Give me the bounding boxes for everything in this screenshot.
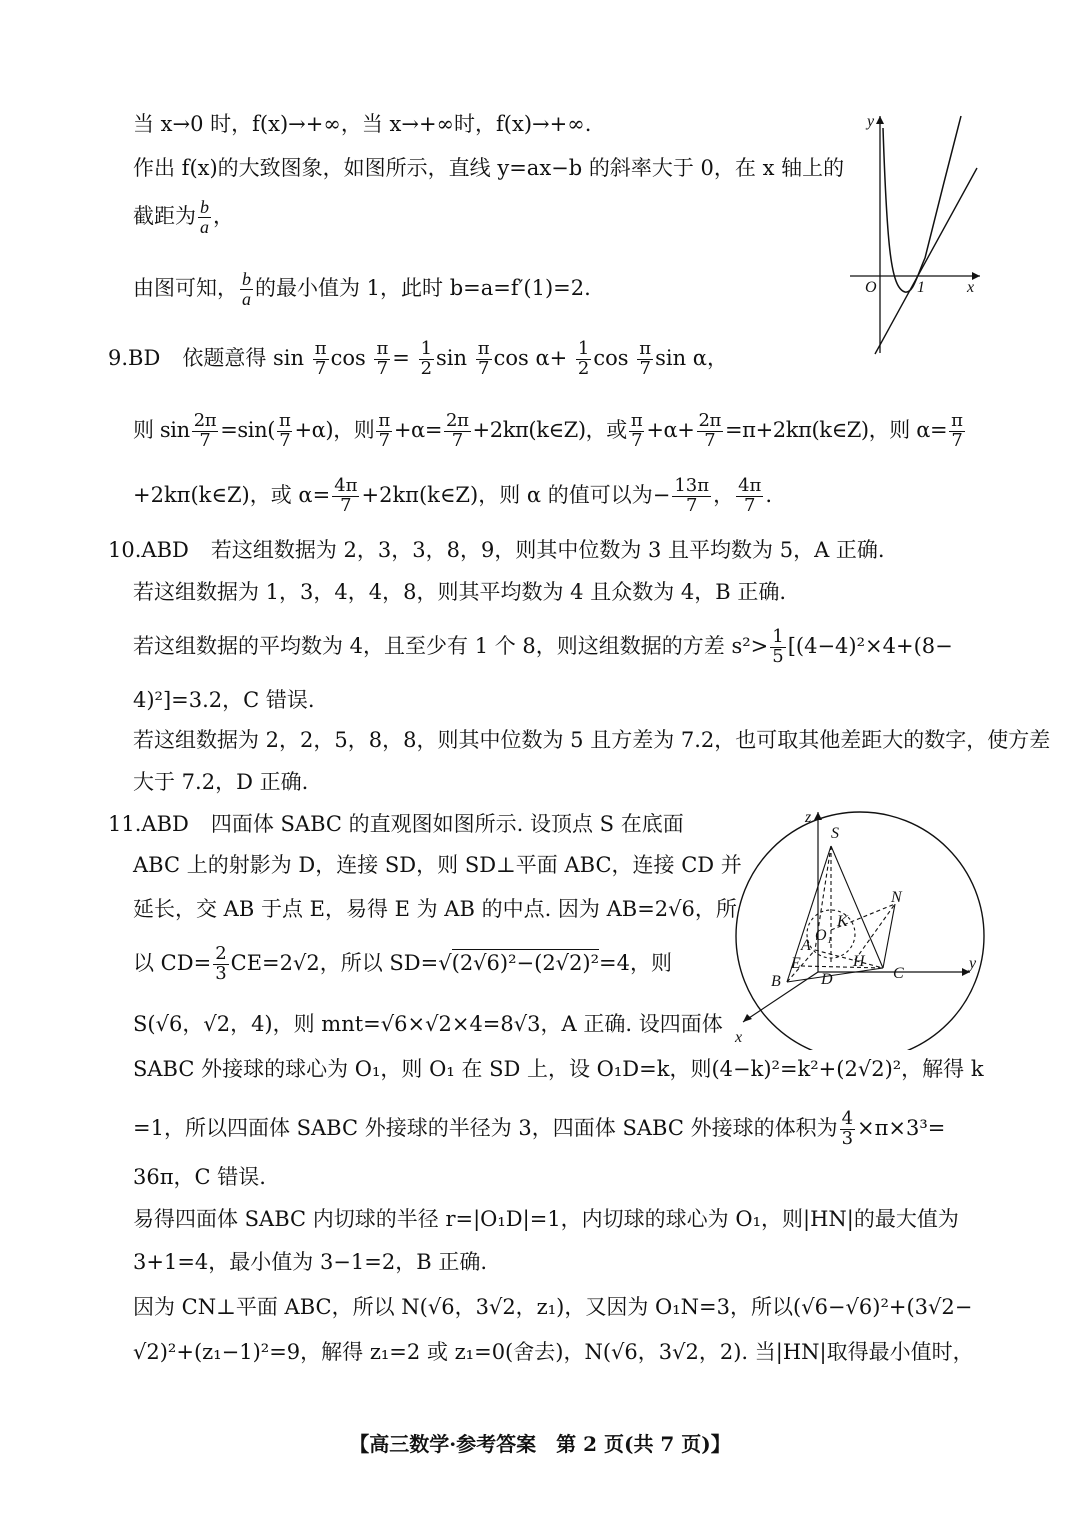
segment-hn — [855, 904, 895, 960]
p11-line-12: √2)²+(z₁−1)²=9，解得 z₁=2 或 z₁=0(舍去)，N(√6，3√2，2). 当|HN|取得最小值时， — [133, 1340, 974, 1364]
tetrahedron-figure — [725, 800, 995, 1050]
p11-line-10: 3+1=4，最小值为 3−1=2，B 正确. — [133, 1250, 488, 1274]
p11-line-4: 以 CD= $\frac{2}{3}$ CE=2√2，所以 SD=√(2√6)²−(2√2)²=4，则 — [133, 943, 673, 984]
edge-sc — [831, 846, 883, 968]
b-label: B — [771, 973, 781, 990]
tangent-line — [875, 168, 977, 354]
segment-cn — [883, 904, 895, 968]
h-label: H — [853, 953, 865, 970]
p11-line-11: 因为 CN⊥平面 ABC，所以 N(√6，3√2，z₁)，又因为 O₁N=3，所以(√6−√6)²+(3√2− — [133, 1295, 973, 1319]
p9-line-1: 9.BD 依题意得 sin $\frac{\pi}{7}$ cos $\frac{\pi}{7}$ = $\frac{1}{2}$ sin $\frac{\pi}{7}$ cos α+ $\frac{1}{2}$ cos $\frac{\pi}{7}$ sin α， — [108, 338, 728, 379]
n-label: N — [891, 889, 902, 906]
z-label: z — [805, 809, 812, 826]
p11-line-9: 易得四面体 SABC 内切球的半径 r=|O₁D|=1，内切球的球心为 O₁，则|HN|的最大值为 — [133, 1207, 959, 1231]
c-label: C — [893, 965, 904, 982]
p11-line-7: =1，所以四面体 SABC 外接球的半径为 3，四面体 SABC 外接球的体积为 $\frac{4}{3}$ ×π×3³= — [133, 1108, 946, 1149]
e-label: E — [791, 955, 801, 972]
segment-ec — [801, 966, 883, 968]
p8-line-3: 截距为 $\frac{b}{a}$ ， — [133, 197, 234, 237]
p10-line-1: 10.ABD 若这组数据为 2，3，3，8，9，则其中位数为 3 且平均数为 5，A 正确. — [108, 538, 885, 562]
y-label: y — [969, 955, 977, 972]
p10-line-4: 4)²]=3.2，C 错误. — [133, 688, 315, 712]
p11-line-2: ABC 上的射影为 D，连接 SD，则 SD⊥平面 ABC，连接 CD 并 — [133, 853, 742, 877]
p9-line-3: +2kπ(k∈Z)，或 α= $\frac{4\pi}{7}$ +2kπ(k∈Z)，则 α 的值可以为− $\frac{13\pi}{7}$ ， $\frac{4\pi}{7}$ . — [133, 475, 773, 516]
p9-line-2: 则 sin $\frac{2\pi}{7}$ =sin( $\frac{\pi}{7}$ +α)，则 $\frac{\pi}{7}$ +α= $\frac{2\pi}{7}$ +2kπ(k∈Z)，或 $\frac{\pi}{7}$ +α+ $\frac{2\pi}{7}$ =π+2kπ(k∈Z)，则 α= $\frac{\pi}{7}$ — [133, 410, 963, 451]
x-label: x — [735, 1029, 743, 1046]
p10-line-2: 若这组数据为 1，3，4，4，8，则其平均数为 4 且众数为 4，B 正确. — [133, 580, 787, 604]
origin-label: O — [865, 279, 877, 296]
fraction-b-over-a: $\frac{b}{a}$ — [200, 197, 209, 237]
p10-line-6: 大于 7.2，D 正确. — [133, 770, 309, 794]
function-graph-figure — [845, 108, 985, 358]
edge-bc — [787, 968, 883, 982]
x-label: x — [967, 279, 975, 296]
p11-line-5: S(√6，√2，4)，则 mnt=√6×√2×4=8√3，A 正确. 设四面体 — [133, 1012, 723, 1036]
one-label: 1 — [917, 279, 925, 296]
s-label: S — [831, 825, 839, 842]
p8-line-4: 由图可知， $\frac{b}{a}$ 的最小值为 1，此时 b=a=f′(1)=2. — [133, 269, 591, 309]
p11-line-1: 11.ABD 四面体 SABC 的直观图如图所示. 设顶点 S 在底面 — [108, 812, 684, 836]
d-label: D — [821, 971, 833, 988]
edge-ac — [815, 950, 883, 968]
curve-f — [883, 116, 961, 292]
p10-line-5: 若这组数据为 2，2，5，8，8，则其中位数为 5 且方差为 7.2，也可取其他差距大的数字，使方差 — [133, 728, 1051, 752]
k-label: K — [837, 913, 848, 930]
a-label: A — [801, 937, 811, 954]
p8-line-2: 作出 f(x)的大致图象，如图所示，直线 y=ax−b 的斜率大于 0，在 x 轴上的 — [133, 156, 845, 180]
p11-line-6: SABC 外接球的球心为 O₁，则 O₁ 在 SD 上，设 O₁D=k，则(4−k)²=k²+(2√2)²，解得 k — [133, 1057, 984, 1081]
page-footer: 【高三数学·参考答案 第 2 页(共 7 页)】 — [349, 1432, 731, 1456]
circumscribed-sphere — [736, 812, 984, 1050]
y-label: y — [867, 113, 875, 130]
p8-line-1: 当 x→0 时，f(x)→+∞，当 x→+∞时，f(x)→+∞. — [133, 112, 592, 136]
p11-line-3: 延长，交 AB 于点 E，易得 E 为 AB 的中点. 因为 AB=2√6，所 — [133, 897, 737, 921]
fraction-b-over-a: $\frac{b}{a}$ — [242, 269, 251, 309]
p10-line-3: 若这组数据的平均数为 4，且至少有 1 个 8，则这组数据的方差 s²> $\frac{1}{5}$ [(4−4)²×4+(8− — [133, 626, 953, 667]
p11-line-8: 36π，C 错误. — [133, 1165, 266, 1189]
o1-label: O₁ — [815, 927, 833, 944]
y-axis-arrow — [876, 116, 884, 124]
